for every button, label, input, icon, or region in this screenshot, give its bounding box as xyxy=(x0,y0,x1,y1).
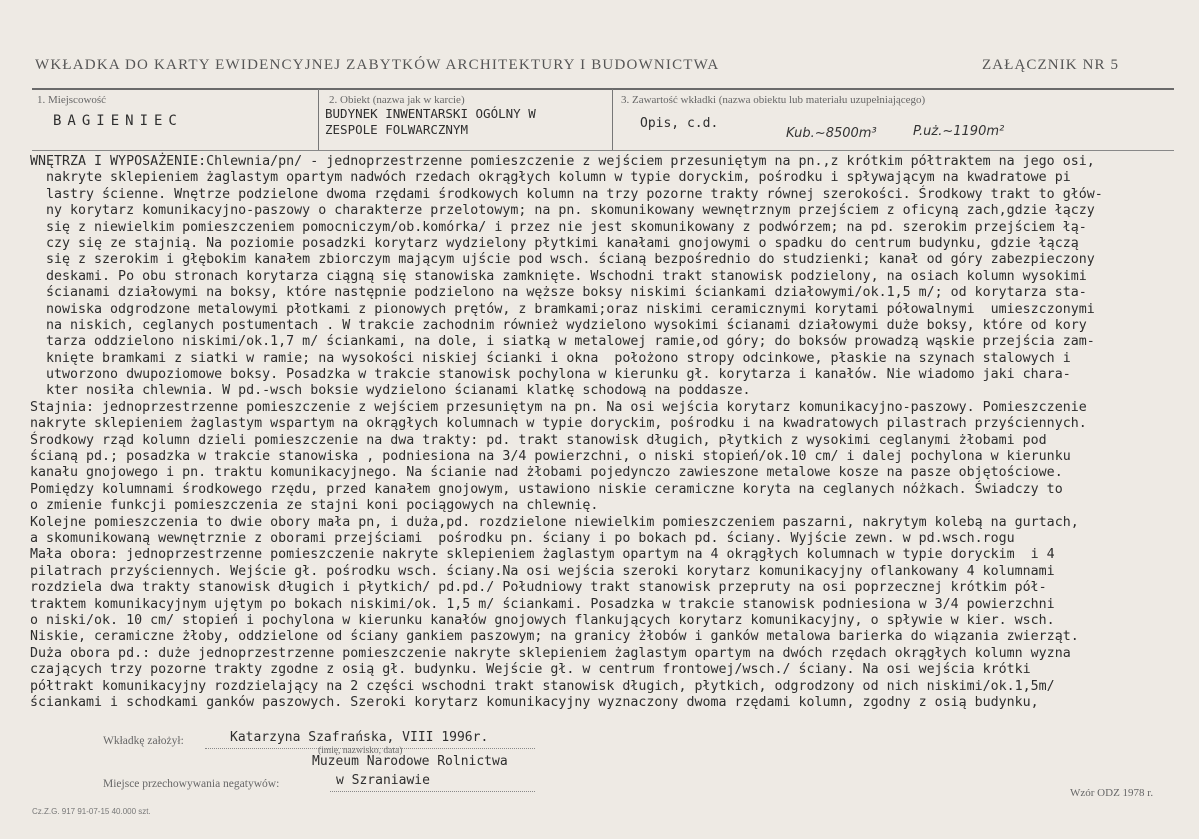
body-line: nowiska odgrodzone metalowymi płotkami z pionowych prętów, z bramkami;oraz niskimi ceramicznymi korytami półowalnymi umieszczonymi xyxy=(30,301,1095,317)
body-line: czających trzy pozorne trakty zgodne z osią gł. budynku. Wejście gł. w centrum frontowej/wsch./ ściany. Na osi wejścia krótki xyxy=(30,662,1031,678)
body-line: ny korytarz komunikacyjno-paszowy o charakterze przelotowym; na pn. skomunikowany wewnętrznym przejściem z oficyną zach,gdzie łączy xyxy=(30,203,1095,219)
body-line: WNĘTRZA I WYPOSAŻENIE:Chlewnia/pn/ - jednoprzestrzenne pomieszczenie z wejściem przesuniętym na pn.,z krótkim półtraktem na jego osi, xyxy=(30,154,1095,169)
body-line: Środkowy rząd kolumn dzieli pomieszczenie na dwa trakty: pd. trakt stanowisk długich, płytkich z wysokimi ceglanymi żłobami pod xyxy=(30,432,1047,448)
fields-bottom-rule xyxy=(32,150,1174,151)
body-line: deskami. Po obu stronach korytarza ciągną się stanowiska zamknięte. Wschodni trakt stanowisk podzielony, na osiach kolumn wysokimi xyxy=(30,268,1087,284)
field-3-label: 3. Zawartość wkładki (nazwa obiektu lub materiału uzupełniającego) xyxy=(621,94,926,106)
top-rule xyxy=(32,88,1174,90)
body-line: tarza oddzielono niskimi/ok.1,7 m/ ściankami, na dole, i siatką w metalowej ramie,od góry; do boksów prowadzą wąskie przejścia zam- xyxy=(30,334,1095,350)
body-line: czy się ze stajnią. Na poziomie posadzki korytarz wydzielony płytkimi kanałami gnojowymi o spadku do centrum budynku, gdzie łączą xyxy=(30,235,1079,251)
handwritten-usable-area: P.uż.~1190m² xyxy=(913,124,1005,139)
body-line: o zmienie funkcji pomieszczenia ze stajni koni pociągowych na chlewnię. xyxy=(30,498,599,514)
body-line: nakryte sklepieniem żaglastym wspartym na okrągłych kolumnach w typie doryckim, pośrodku i na kwadratowych pilastrach przyściennych. xyxy=(30,416,1087,432)
negatives-label: Miejsce przechowywania negatywów: xyxy=(103,778,280,790)
body-line: Pomiędzy kolumnami środkowego rzędu, przed kanałem gnojowym, ustawiono niskie ceramiczne koryta na ceglanych nóżkach. Świadczy to xyxy=(30,481,1063,497)
body-line: półtrakt komunikacyjny rozdzielający na 2 części wschodni trakt stanowisk długich, płytkich, odgrodzony od nich niskimi/ok.1,5m/ xyxy=(30,678,1055,694)
body-line: Kolejne pomieszczenia to dwie obory mała pn, i duża,pd. rozdzielone niewielkim pomieszczeniem paszarni, nakrytym kolebą na gurtach, xyxy=(30,514,1079,530)
author-label: Wkładkę założył: xyxy=(103,735,184,747)
body-line: nakryte sklepieniem żaglastym opartym nadwóch rzedach okrągłych kolumn w typie doryckim, pośrodku i spływającym na kwadratowe pi xyxy=(30,170,1071,186)
field-2-value-line-2: ZESPOLE FOLWARCZNYM xyxy=(325,122,468,137)
institution-value: Muzeum Narodowe Rolnictwa xyxy=(312,754,508,769)
field-3-value: Opis, c.d. xyxy=(640,116,719,131)
field-2-value xyxy=(325,106,615,138)
body-line: Mała obora: jednoprzestrzenne pomieszczenie nakryte sklepieniem żaglastym opartym na 4 okrągłych kolumnach w typie doryckim i 4 xyxy=(30,547,1055,563)
body-line: rozdziela dwa trakty stanowisk długich i płytkich/ pd.pd./ Południowy trakt stanowisk przepruty na osi poprzecznej krótkim pół- xyxy=(30,580,1047,596)
body-line: Stajnia: jednoprzestrzenne pomieszczenie z wejściem przesuniętym na pn. Na osi wejścia korytarz komunikacyjno-paszowy. Pomieszczenie xyxy=(30,399,1087,415)
field-2-label: 2. Obiekt (nazwa jak w karcie) xyxy=(329,94,465,106)
body-line: ścianami działowymi na boksy, które następnie podzielono na węższe boksy niskimi ściankami działowymi/ok.1,5 m/; od korytarza sta- xyxy=(30,285,1087,301)
body-line: knięte bramkami z siatki w ramie; na wysokości niskiej ścianki i okna położono stropy odcinkowe, płaskie na szynach stalowych i xyxy=(30,350,1071,366)
author-value: Katarzyna Szafrańska, VIII 1996r. xyxy=(230,730,489,745)
body-line: kanału gnojowego i pn. traktu komunikacyjnego. Na ścianie nad żłobami pojedynczo zawieszone metalowe kosze na pasze objętościowe. xyxy=(30,465,1063,481)
field-2-value-line-1: BUDYNEK INWENTARSKI OGÓLNY W xyxy=(325,106,536,121)
body-line: się z niewielkim pomieszczeniem pomocniczym/ob.komórka/ i przez nie jest skomunikowany z podwórzem; na pd. szerokim przejściem łą- xyxy=(30,219,1087,235)
negatives-dotted-line xyxy=(330,791,535,792)
body-line: ściankami i schodkami ganków paszowych. Szeroki korytarz komunikacyjny wyznaczony dwoma rzędami kolumn, zgodny z osią budynku, xyxy=(30,694,1039,710)
author-hint: (imię, nazwisko, data) xyxy=(318,746,403,756)
field-1-label: 1. Miejscowość xyxy=(37,94,107,106)
body-line: lastry ścienne. Wnętrze podzielone dwoma rzędami środkowych kolumn na trzy pozorne trakty równej szerokości. Środkowy trakt to głów- xyxy=(30,186,1103,202)
description-body xyxy=(30,154,1180,711)
field-divider-1 xyxy=(318,89,319,150)
body-line: ścianą pd.; posadzka w trakcie stanowiska , podniesiona na 3/4 powierzchni, o niski stopień/ok.10 cm/ i dalej pochylona w kierunku xyxy=(30,449,1071,465)
body-line: Niskie, ceramiczne żłoby, oddzielone od ściany gankiem paszowym; na granicy żłobów i ganków metalowa barierka do wiązania zwierząt. xyxy=(30,629,1079,645)
body-line: utworzono dwupoziomowe boksy. Posadzka w trakcie stanowisk pochylona w kierunku gł. korytarza i kanałów. Nie wiadomo jaki chara- xyxy=(30,367,1071,383)
body-line: traktem komunikacyjnym ujętym po bokach niskimi/ok. 1,5 m/ ściankami. Posadzka w trakcie stanowisk podniesiona w 3/4 powierzchni xyxy=(30,596,1055,612)
form-code: Wzór ODZ 1978 r. xyxy=(1070,787,1154,799)
body-line: kter nosiła chlewnia. W pd.-wsch boksie wydzielono ścianami klatkę schodową na poddasze. xyxy=(30,383,751,399)
body-line: pilatrach przyściennych. Wejście gł. pośrodku wsch. ściany.Na osi wejścia szeroki korytarz komunikacyjny oflankowany 4 kolumnami xyxy=(30,563,1055,579)
body-line: na niskich, ceglanych postumentach . W trakcie zachodnim również wydzielono wysokimi ścianami działowymi duże boksy, które od kory xyxy=(30,317,1087,333)
field-1-value: BAGIENIEC xyxy=(53,113,183,129)
body-line: o niski/ok. 10 cm/ stopień i pochylona w kierunku kanałów gnojowych flankujących korytarz komunikacyjny, o spływie w kier. wsch. xyxy=(30,612,1055,628)
negatives-value: w Szraniawie xyxy=(336,773,430,788)
form-title: WKŁADKA DO KARTY EWIDENCYJNEJ ZABYTKÓW ARCHITEKTURY I BUDOWNICTWA xyxy=(35,57,720,73)
handwritten-volume: Kub.~8500m³ xyxy=(786,126,877,141)
body-line: a skomunikowaną wewnętrznie z oborami przejściami pośrodku pn. ściany i po bokach pd. ściany. Wyjście zewn. w pd.wsch.rogu xyxy=(30,530,1015,546)
print-code: Cz.Z.G. 917 91-07-15 40.000 szt. xyxy=(32,807,151,816)
attachment-number: ZAŁĄCZNIK NR 5 xyxy=(982,57,1120,73)
body-line: Duża obora pd.: duże jednoprzestrzenne pomieszczenie nakryte sklepieniem żaglastym opartym na dwóch rzędach okrągłych kolumn wyzna xyxy=(30,645,1071,661)
body-line: się z szerokim i głębokim kanałem zbiorczym mającym ujście pod wsch. ścianą bezpośrednio do studzienki; kanał od góry zabezpieczony xyxy=(30,252,1095,268)
